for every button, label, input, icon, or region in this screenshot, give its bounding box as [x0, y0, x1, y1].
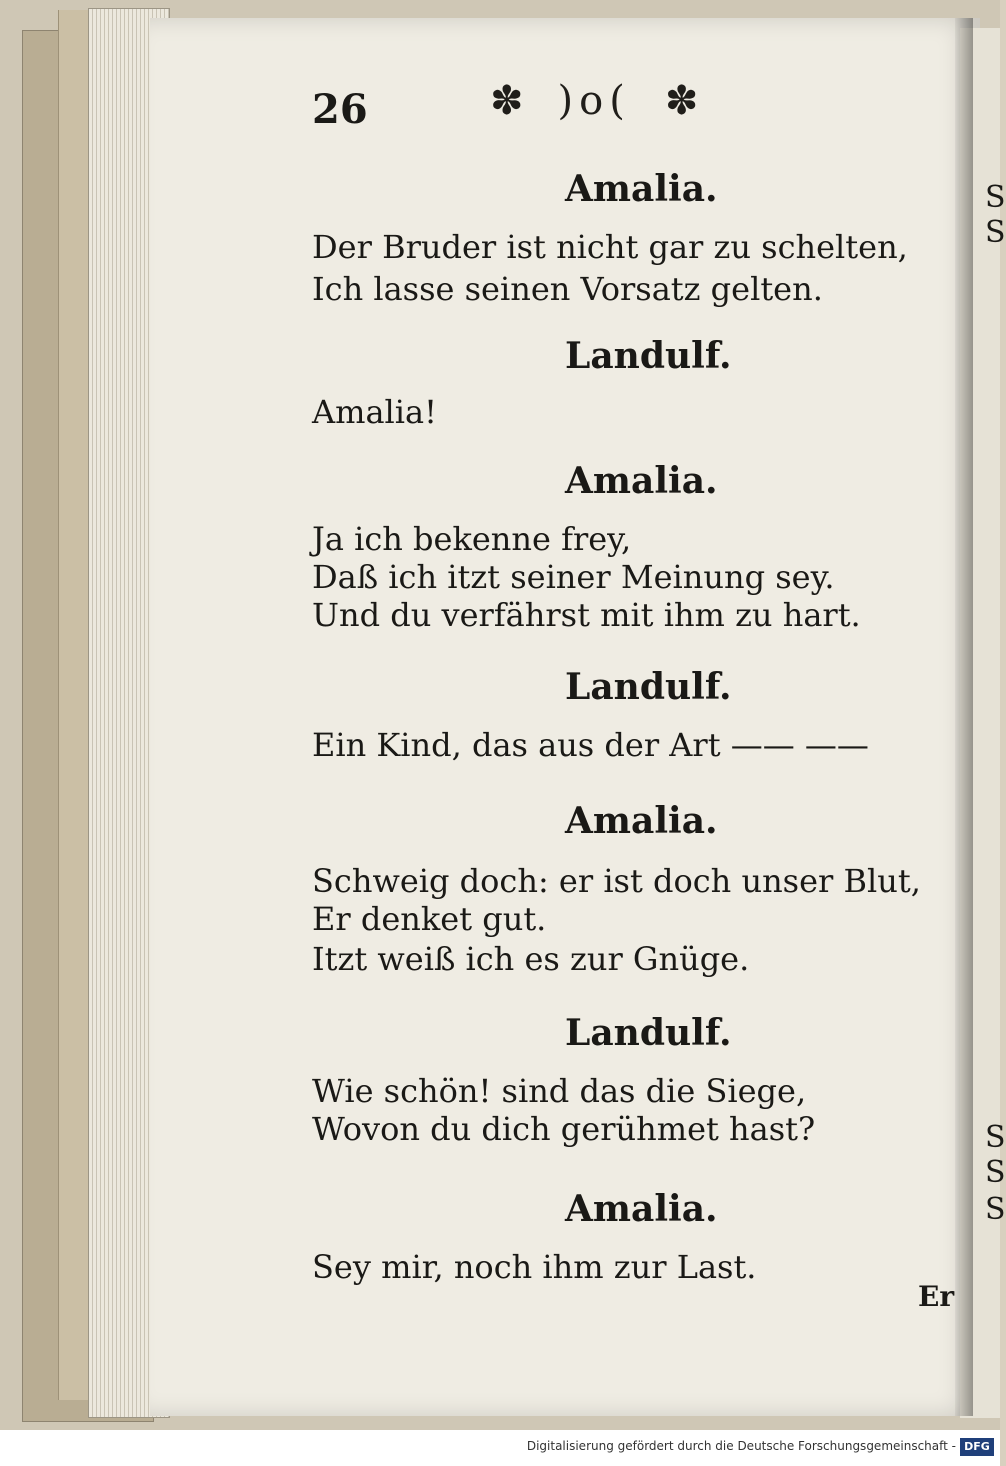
verse-line: Ein Kind, das aus der Art —— ——: [312, 726, 869, 764]
verse-line: Und du verfährst mit ihm zu hart.: [312, 596, 861, 634]
speaker-name: Landulf.: [565, 666, 732, 708]
catchword: Er: [918, 1280, 955, 1313]
verse-line: Wie schön! sind das die Siege,: [312, 1072, 807, 1110]
flower-ornament-icon: ✽: [490, 78, 524, 124]
verse-line: Daß ich itzt seiner Meinung sey.: [312, 558, 835, 596]
facing-page-glyph: S: [985, 1192, 1006, 1227]
verse-line: Der Bruder ist nicht gar zu schelten,: [312, 228, 908, 266]
verse-line: Amalia!: [312, 393, 437, 431]
verse-line: Ich lasse seinen Vorsatz gelten.: [312, 270, 823, 308]
speaker-name: Amalia.: [565, 800, 718, 842]
speaker-name: Amalia.: [565, 1188, 718, 1230]
flower-ornament-icon: ✽: [664, 78, 699, 124]
verse-line: Sey mir, noch ihm zur Last.: [312, 1248, 757, 1286]
footer-credit: Digitalisierung gefördert durch die Deutsche Forschungsgemeinschaft -: [526, 1439, 956, 1453]
speaker-name: Amalia.: [565, 460, 718, 502]
facing-page-glyph: S: [985, 215, 1006, 250]
dfg-logo-icon: DFG: [960, 1438, 994, 1456]
verse-line: Er denket gut.: [312, 900, 547, 938]
footer-bar: [0, 1430, 1000, 1466]
verse-line: Ja ich bekenne frey,: [312, 520, 632, 558]
facing-page-glyph: S: [985, 1155, 1006, 1190]
ornament-center: )o(: [557, 78, 631, 124]
speaker-name: Landulf.: [565, 335, 732, 377]
verse-line: Wovon du dich gerühmet hast?: [312, 1110, 816, 1148]
verse-line: Itzt weiß ich es zur Gnüge.: [312, 940, 750, 978]
facing-page-glyph: S: [985, 180, 1006, 215]
gutter-shadow: [955, 18, 973, 1416]
speaker-name: Landulf.: [565, 1012, 732, 1054]
verse-line: Schweig doch: er ist doch unser Blut,: [312, 862, 921, 900]
speaker-name: Amalia.: [565, 168, 718, 210]
header-ornament: [490, 78, 698, 124]
page-number: 26: [312, 86, 368, 133]
facing-page-glyph: S: [985, 1120, 1006, 1155]
